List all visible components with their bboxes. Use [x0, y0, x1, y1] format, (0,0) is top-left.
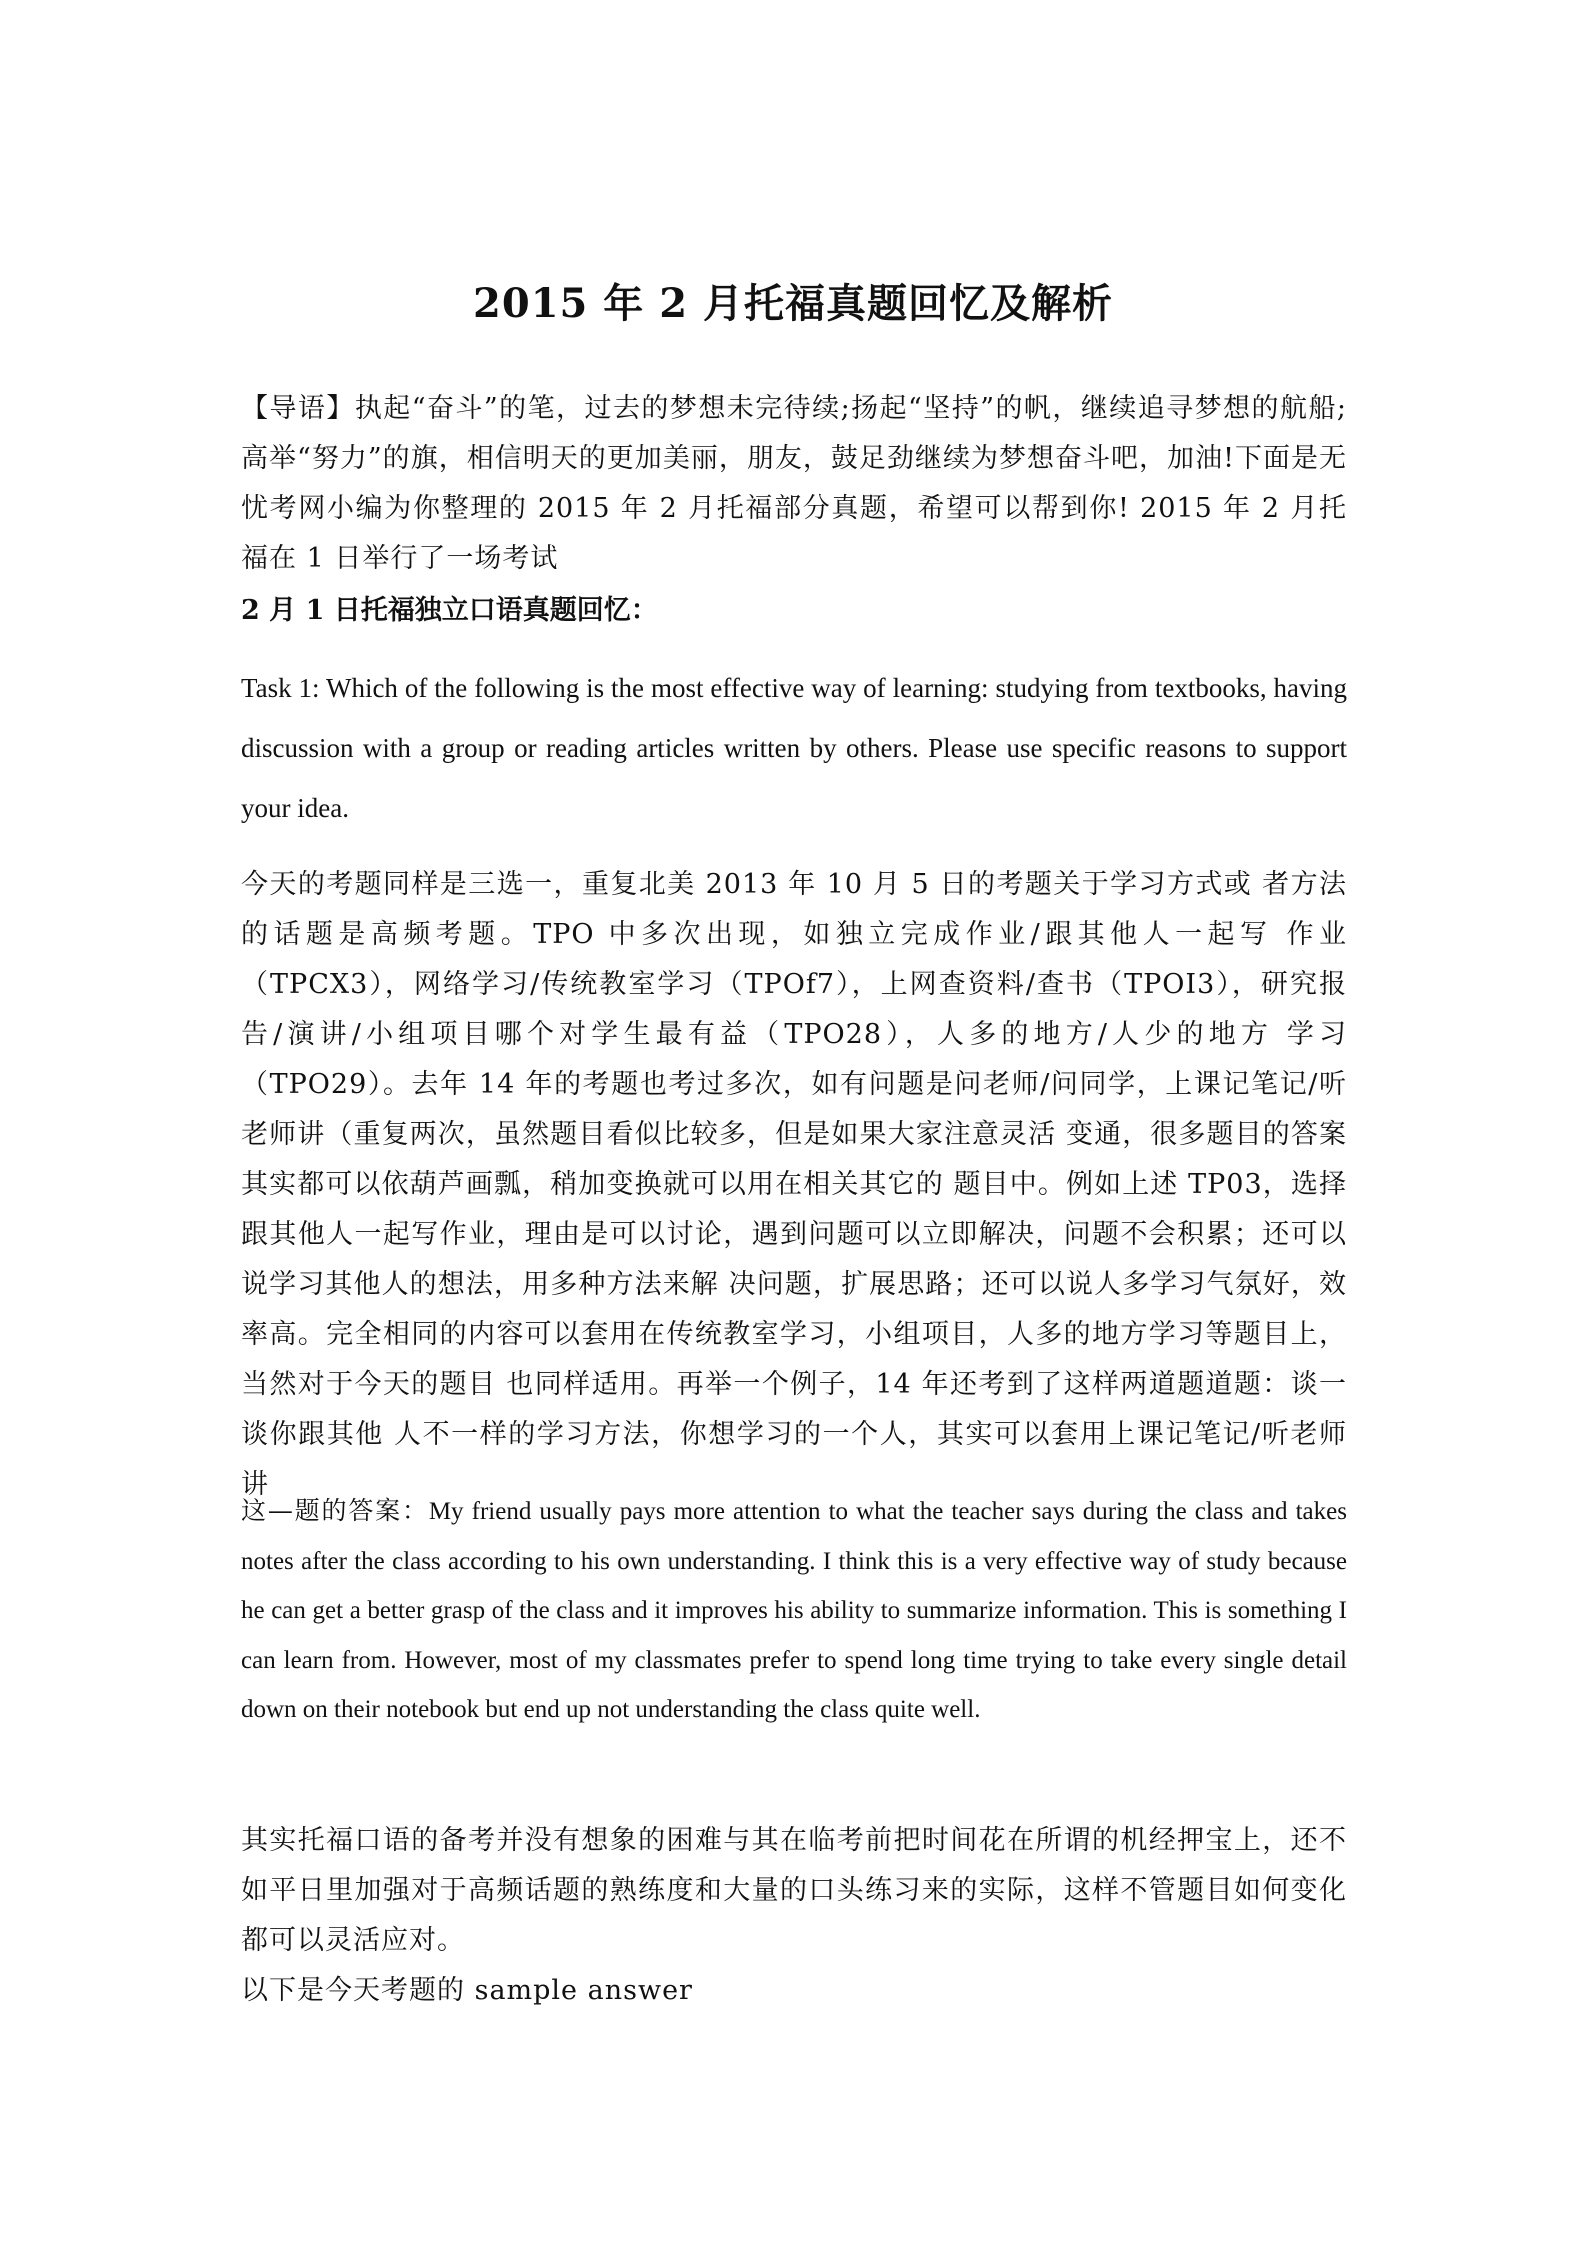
advice-paragraph: 其实托福口语的备考并没有想象的困难与其在临考前把时间花在所谓的机经押宝上，还不如平日里加强对于高频话题的熟练度和大量的口头练习来的实际，这样不管题目如何变化都可以灵活应对。: [241, 1825, 1347, 1956]
intro-paragraph: 【导语】执起“奋斗”的笔，过去的梦想未完待续;扬起“坚持”的帆，继续追寻梦想的航船;高举“努力”的旗，相信明天的更加美丽，朋友，鼓足劲继续为梦想奋斗吧，加油!下面是无忧考网小编为你整理的 2015 年 2 月托福部分真题，希望可以帮到你! 2015 年 2 月托福在 1 日举行了一场考试: [241, 393, 1347, 574]
answer-paragraph: [241, 1486, 1347, 1735]
sample-answer-line: 以下是今天考题的 sample answer: [241, 1975, 693, 2006]
answer-text: My friend usually pays more attention to what the teacher says during the class and takes notes after the class according to his own understanding. I think this is a very effective way of study because he can get a better grasp of the class and it improves his ability to summarize information. This is something I can learn from. However, most of my classmates prefer to spend long time trying to take every single detail down on their notebook but end up not understanding the class quite well.: [241, 1498, 1347, 1723]
task-question-paragraph: Task 1: Which of the following is the most effective way of learning: studying from textbooks, having discussion with a group or reading articles written by others. Please use specific reasons to support your idea.: [241, 673, 1347, 823]
page-title: 2015 年 2 月托福真题回忆及解析: [473, 280, 1113, 327]
section-heading: 2 月 1 日托福独立口语真题回忆：: [241, 595, 658, 626]
answer-prefix: 这—题的答案：: [241, 1496, 429, 1525]
analysis-paragraph: 今天的考题同样是三选一，重复北美 2013 年 10 月 5 日的考题关于学习方式或 者方法的话题是高频考题。TPO 中多次出现，如独立完成作业/跟其他人一起写 作业（TPCX3），网络学习/传统教室学习（TPOf7），上网查资料/查书（TPOI3），研究报告/演讲/小组项目哪个对学生最有益（TPO28），人多的地方/人少的地方 学习（TPO29）。去年 14 年的考题也考过多次，如有问题是问老师/问同学，上课记笔记/听老师讲（重复两次，虽然题目看似比较多，但是如果大家注意灵活 变通，很多题目的答案其实都可以依葫芦画瓢，稍加变换就可以用在相关其它的 题目中。例如上述 TP03，选择跟其他人一起写作业，理由是可以讨论，遇到问题可以立即解决，问题不会积累；还可以说学习其他人的想法，用多种方法来解 决问题，扩展思路；还可以说人多学习气氛好，效率高。完全相同的内容可以套用在传统教室学习，小组项目，人多的地方学习等题目上，当然对于今天的题目 也同样适用。再举一个例子，14 年还考到了这样两道题道题：谈一谈你跟其他 人不一样的学习方法，你想学习的一个人，其实可以套用上课记笔记/听老师讲: [241, 869, 1347, 1500]
